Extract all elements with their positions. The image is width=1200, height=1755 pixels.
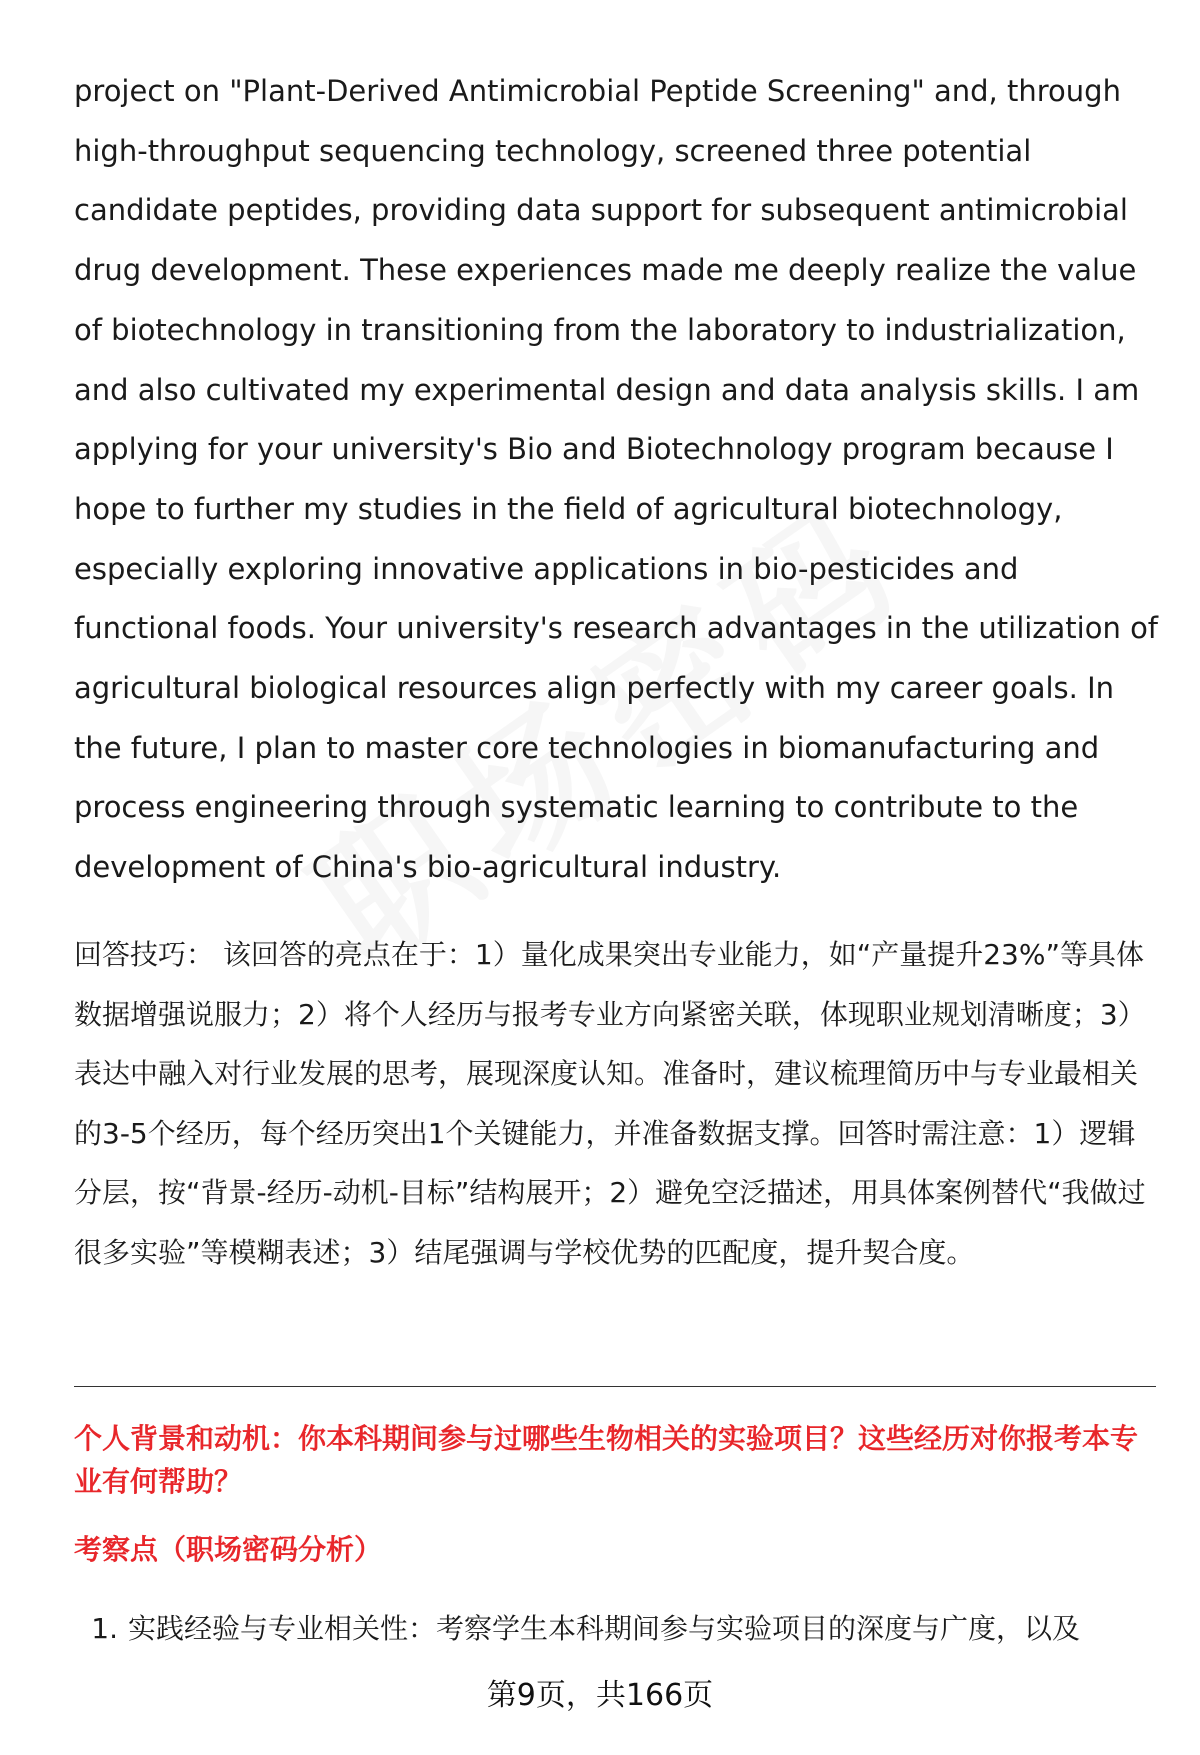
exam-points-list [74, 1609, 1164, 1649]
list-item-number: 1. [91, 1612, 118, 1645]
page-number: 第9页，共166页 [486, 1678, 714, 1713]
question-heading: 个人背景和动机：你本科期间参与过哪些生物相关的实验项目？这些经历对你报考本专业有何帮助？ [74, 1422, 1139, 1498]
answer-paragraph: project on "Plant-Derived Antimicrobial Peptide Screening" and, through high-throughput sequencing technology, screened three potential candidate peptides, providing data support for subsequent antimicrobial drug development. These experiences made me deeply realize the value of biotechnology in transitioning from the laboratory to industrialization, and also cultivated my experimental design and data analysis skills. I am applying for your university's Bio and Biotechnology program because I hope to further my studies in the field of agricultural biotechnology, especially exploring innovative applications in bio-pesticides and functional foods. Your university's research advantages in the utilization of agricultural biological resources align perfectly with my career goals. In the future, I plan to master core technologies in biomanufacturing and process engineering through systematic learning to contribute to the development of China's bio-agricultural industry. [74, 74, 1159, 885]
list-item-text: 实践经验与专业相关性：考察学生本科期间参与实验项目的深度与广度，以及 [128, 1612, 1081, 1645]
section-divider [74, 1386, 1156, 1387]
exam-points-heading: 考察点（职场密码分析） [74, 1533, 383, 1566]
answer-tips-paragraph: 回答技巧： 该回答的亮点在于：1）量化成果突出专业能力，如“产量提升23%”等具体数据增强说服力；2）将个人经历与报考专业方向紧密关联，体现职业规划清晰度；3）表达中融入对行业发展的思考，展现深度认知。准备时，建议梳理简历中与专业最相关的3-5个经历，每个经历突出1个关键能力，并准备数据支撑。回答时需注意：1）逻辑分层，按“背景-经历-动机-目标”结构展开；2）避免空泛描述，用具体案例替代“我做过很多实验”等模糊表述；3）结尾强调与学校优势的匹配度，提升契合度。 [74, 938, 1146, 1269]
list-item [74, 1609, 1164, 1649]
